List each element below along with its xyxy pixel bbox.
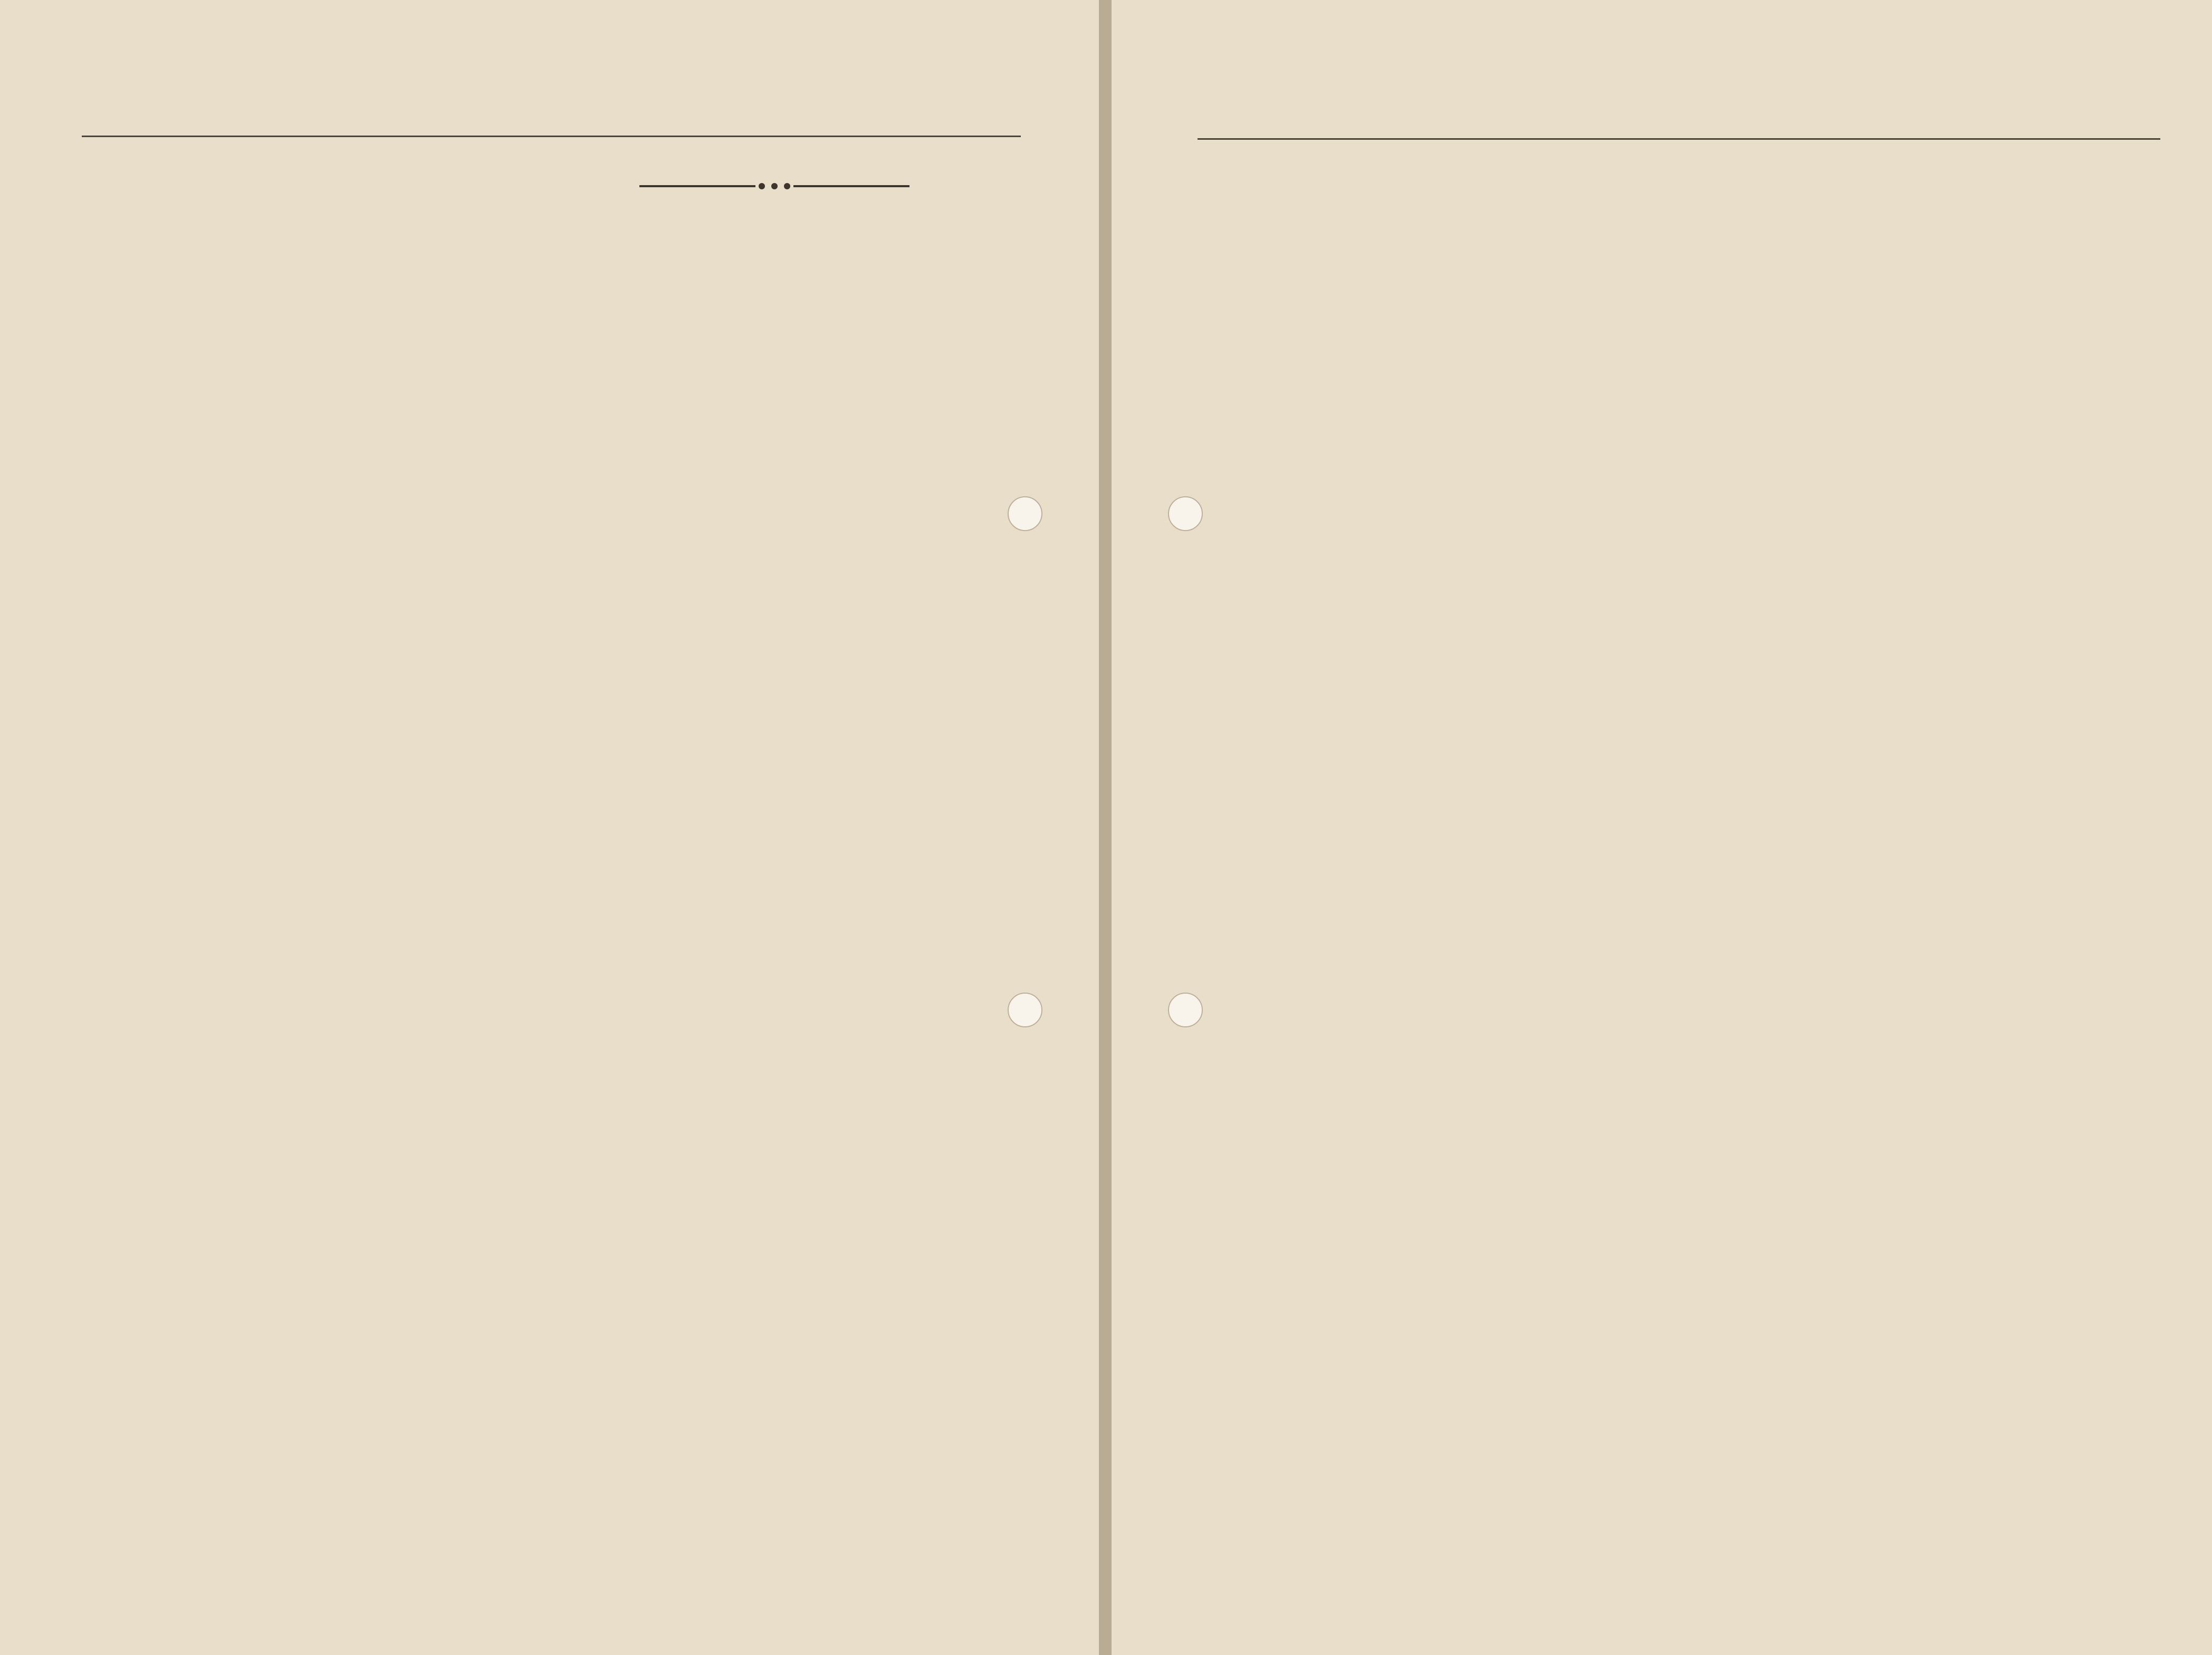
header-rule-right [1198,138,2160,140]
binder-hole [1008,993,1042,1027]
binder-hole [1168,993,1203,1027]
ornament-divider [564,177,984,196]
book-gutter [1099,0,1112,1655]
binder-hole [1168,496,1203,531]
right-page [1112,0,2212,1655]
binder-hole [1008,496,1042,531]
header-rule-left [82,136,1021,137]
left-page [0,0,1099,1655]
left-column-2 [564,165,984,202]
